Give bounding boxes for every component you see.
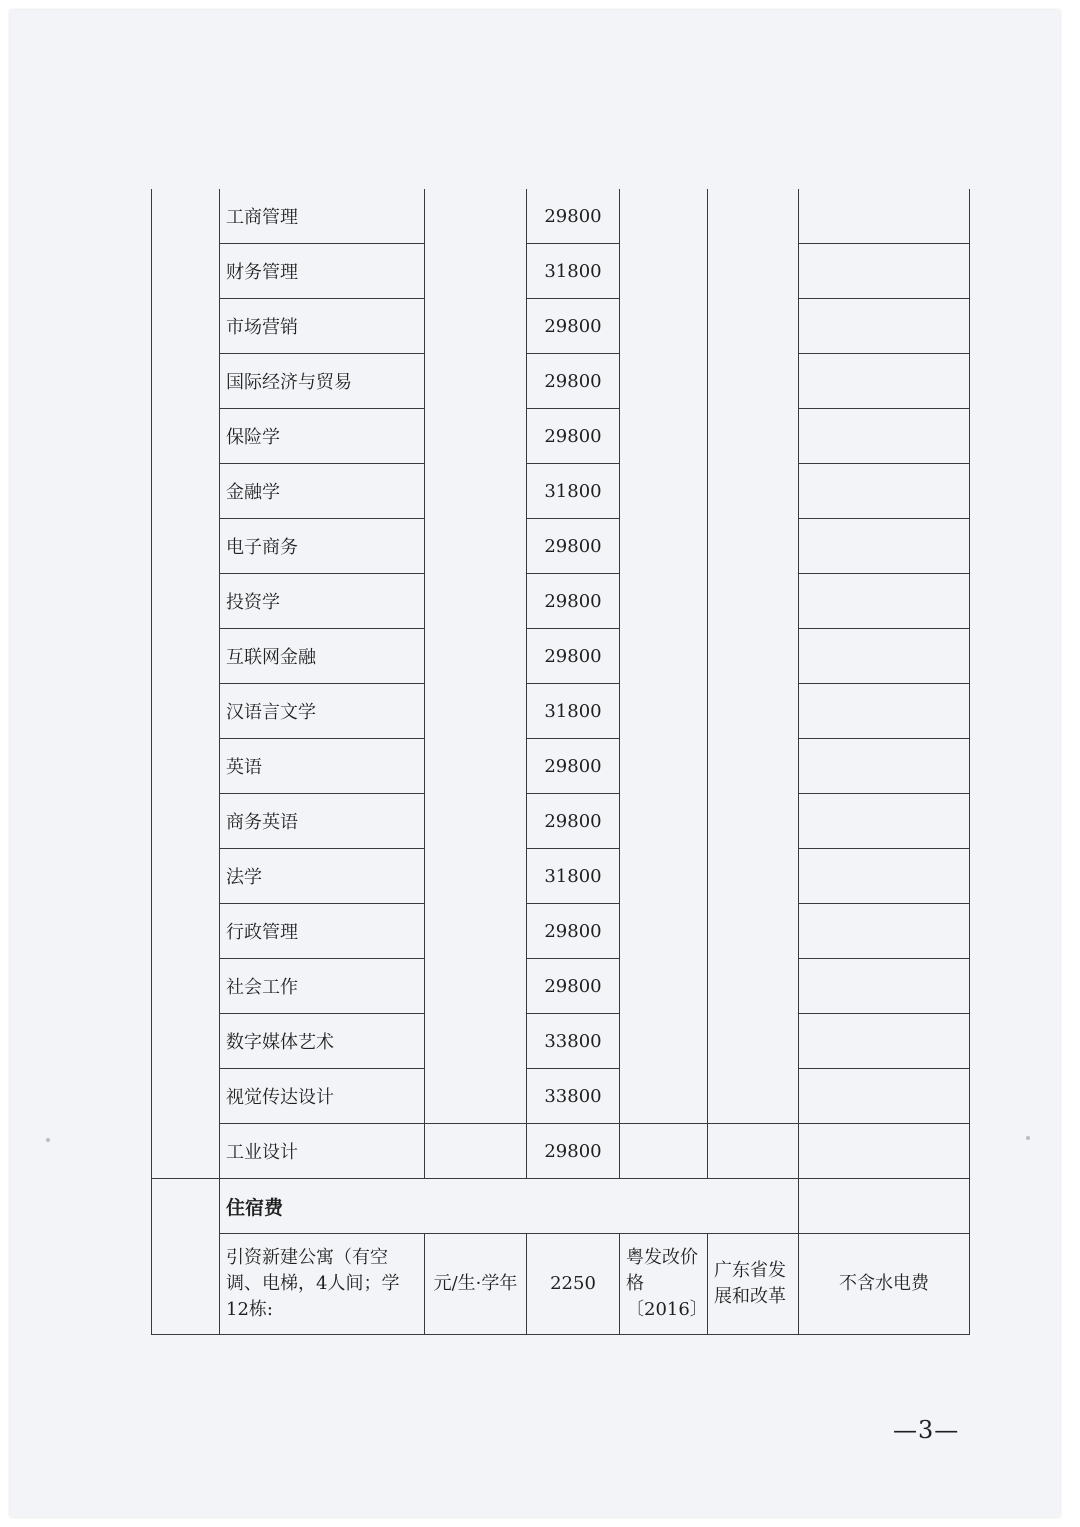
tuition-fee: 33800 <box>527 1069 620 1124</box>
table-row <box>152 574 970 629</box>
document-cell <box>620 299 708 354</box>
category-cell <box>152 1234 220 1335</box>
authority-cell <box>708 409 799 464</box>
unit-cell <box>425 409 527 464</box>
category-cell <box>152 904 220 959</box>
document-cell <box>620 739 708 794</box>
authority-cell <box>708 1069 799 1124</box>
authority-cell <box>708 904 799 959</box>
tuition-fee: 29800 <box>527 1124 620 1179</box>
document-cell <box>620 244 708 299</box>
tuition-fee: 31800 <box>527 849 620 904</box>
document-cell <box>620 794 708 849</box>
tuition-fee: 33800 <box>527 1014 620 1069</box>
table-row <box>152 1069 970 1124</box>
unit-cell <box>425 794 527 849</box>
remark-cell <box>799 464 970 519</box>
table-row <box>152 189 970 244</box>
tuition-fee: 31800 <box>527 684 620 739</box>
remark-cell <box>799 1179 970 1234</box>
category-cell <box>152 519 220 574</box>
major-name: 工业设计 <box>220 1124 425 1179</box>
table-row <box>152 354 970 409</box>
major-name: 国际经济与贸易 <box>220 354 425 409</box>
accommodation-authority: 广东省发展和改革 <box>708 1234 799 1335</box>
major-name: 电子商务 <box>220 519 425 574</box>
authority-cell <box>708 244 799 299</box>
table-row <box>152 739 970 794</box>
category-cell <box>152 684 220 739</box>
fee-table <box>151 189 970 1335</box>
category-cell <box>152 189 220 244</box>
authority-cell <box>708 849 799 904</box>
tuition-fee: 31800 <box>527 464 620 519</box>
authority-cell <box>708 464 799 519</box>
remark-cell <box>799 739 970 794</box>
tuition-fee: 29800 <box>527 959 620 1014</box>
remark-cell <box>799 354 970 409</box>
table-row <box>152 299 970 354</box>
tuition-fee: 29800 <box>527 354 620 409</box>
authority-cell <box>708 519 799 574</box>
unit-cell <box>425 244 527 299</box>
unit-cell <box>425 574 527 629</box>
authority-cell <box>708 1124 799 1179</box>
accommodation-fee: 2250 <box>527 1234 620 1335</box>
remark-cell <box>799 1014 970 1069</box>
section-row <box>152 1179 970 1234</box>
remark-cell <box>799 574 970 629</box>
document-cell <box>620 354 708 409</box>
unit-cell <box>425 354 527 409</box>
category-cell <box>152 959 220 1014</box>
unit-cell <box>425 959 527 1014</box>
unit-cell <box>425 189 527 244</box>
category-cell <box>152 299 220 354</box>
document-cell <box>620 629 708 684</box>
table-row <box>152 464 970 519</box>
unit-cell <box>425 464 527 519</box>
major-name: 数字媒体艺术 <box>220 1014 425 1069</box>
tuition-fee: 29800 <box>527 629 620 684</box>
table-row <box>152 794 970 849</box>
accommodation-row <box>152 1234 970 1335</box>
document-cell <box>620 1124 708 1179</box>
authority-cell <box>708 684 799 739</box>
remark-cell <box>799 959 970 1014</box>
category-cell <box>152 354 220 409</box>
authority-cell <box>708 1014 799 1069</box>
document-cell <box>620 1069 708 1124</box>
category-cell <box>152 1179 220 1234</box>
unit-cell <box>425 739 527 794</box>
major-name: 社会工作 <box>220 959 425 1014</box>
tuition-fee: 29800 <box>527 299 620 354</box>
scan-speck <box>46 1138 50 1142</box>
category-cell <box>152 244 220 299</box>
tuition-fee: 29800 <box>527 409 620 464</box>
remark-cell <box>799 904 970 959</box>
major-name: 财务管理 <box>220 244 425 299</box>
tuition-fee: 29800 <box>527 574 620 629</box>
remark-cell <box>799 684 970 739</box>
remark-cell <box>799 189 970 244</box>
document-cell <box>620 959 708 1014</box>
tuition-fee: 31800 <box>527 244 620 299</box>
document-cell <box>620 409 708 464</box>
major-name: 市场营销 <box>220 299 425 354</box>
category-cell <box>152 464 220 519</box>
major-name: 法学 <box>220 849 425 904</box>
unit-cell <box>425 904 527 959</box>
table-row <box>152 1124 970 1179</box>
major-name: 英语 <box>220 739 425 794</box>
document-cell <box>620 464 708 519</box>
category-cell <box>152 794 220 849</box>
document-cell <box>620 849 708 904</box>
major-name: 行政管理 <box>220 904 425 959</box>
category-cell <box>152 739 220 794</box>
table-row <box>152 959 970 1014</box>
table-row <box>152 1014 970 1069</box>
accommodation-item: 引资新建公寓（有空调、电梯，4人间；学12栋: <box>220 1234 425 1335</box>
remark-cell <box>799 1069 970 1124</box>
authority-cell <box>708 189 799 244</box>
authority-cell <box>708 354 799 409</box>
document-cell <box>620 1014 708 1069</box>
authority-cell <box>708 959 799 1014</box>
major-name: 视觉传达设计 <box>220 1069 425 1124</box>
unit-cell <box>425 299 527 354</box>
table-row <box>152 849 970 904</box>
unit-cell <box>425 684 527 739</box>
document-cell <box>620 684 708 739</box>
section-title: 住宿费 <box>220 1179 799 1234</box>
remark-cell <box>799 629 970 684</box>
category-cell <box>152 1124 220 1179</box>
remark-cell <box>799 409 970 464</box>
document-cell <box>620 189 708 244</box>
tuition-fee: 29800 <box>527 739 620 794</box>
authority-cell <box>708 299 799 354</box>
authority-cell <box>708 739 799 794</box>
tuition-fee: 29800 <box>527 794 620 849</box>
category-cell <box>152 574 220 629</box>
page-number: —3— <box>893 1416 960 1444</box>
unit-cell <box>425 849 527 904</box>
category-cell <box>152 1069 220 1124</box>
category-cell <box>152 629 220 684</box>
document-cell <box>620 904 708 959</box>
major-name: 保险学 <box>220 409 425 464</box>
major-name: 汉语言文学 <box>220 684 425 739</box>
unit-cell <box>425 1124 527 1179</box>
table-row <box>152 409 970 464</box>
category-cell <box>152 849 220 904</box>
tuition-fee: 29800 <box>527 904 620 959</box>
remark-cell <box>799 519 970 574</box>
table-row <box>152 904 970 959</box>
unit-cell <box>425 519 527 574</box>
accommodation-document: 粤发改价格〔2016〕 <box>620 1234 708 1335</box>
document-cell <box>620 519 708 574</box>
remark-cell <box>799 794 970 849</box>
major-name: 商务英语 <box>220 794 425 849</box>
unit-cell <box>425 629 527 684</box>
unit-cell <box>425 1069 527 1124</box>
major-name: 工商管理 <box>220 189 425 244</box>
major-name: 投资学 <box>220 574 425 629</box>
accommodation-unit: 元/生·学年 <box>425 1234 527 1335</box>
table-row <box>152 244 970 299</box>
authority-cell <box>708 574 799 629</box>
accommodation-note: 不含水电费 <box>799 1234 970 1335</box>
remark-cell <box>799 849 970 904</box>
category-cell <box>152 1014 220 1069</box>
remark-cell <box>799 244 970 299</box>
table-row <box>152 684 970 739</box>
authority-cell <box>708 629 799 684</box>
scan-speck <box>1026 1136 1030 1140</box>
unit-cell <box>425 1014 527 1069</box>
tuition-fee: 29800 <box>527 519 620 574</box>
remark-cell <box>799 1124 970 1179</box>
major-name: 金融学 <box>220 464 425 519</box>
tuition-fee: 29800 <box>527 189 620 244</box>
major-name: 互联网金融 <box>220 629 425 684</box>
document-cell <box>620 574 708 629</box>
category-cell <box>152 409 220 464</box>
table-row <box>152 629 970 684</box>
authority-cell <box>708 794 799 849</box>
table-row <box>152 519 970 574</box>
remark-cell <box>799 299 970 354</box>
